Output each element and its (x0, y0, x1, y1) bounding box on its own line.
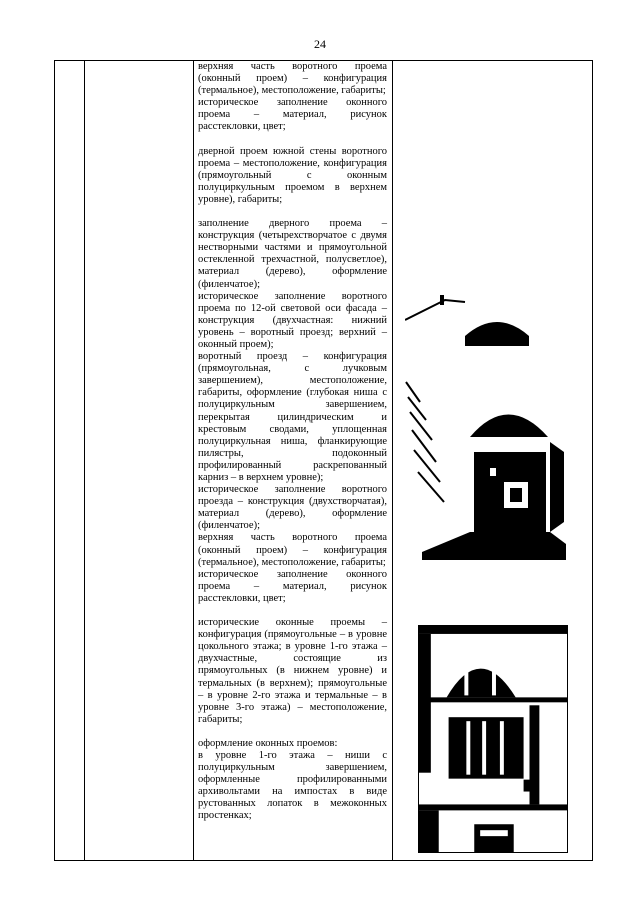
paragraph: в уровне 1-го этажа – ниши с полуциркульным завершением, оформленные профилированными архивольтами на импостах в виде рустованных лопаток в межоконных простенках; (198, 749, 387, 822)
table-left-border (54, 60, 55, 861)
text-block-5 (198, 738, 387, 823)
text-block-1 (198, 61, 387, 134)
facade-photo-arch-top (405, 290, 555, 346)
paragraph: дверной проем южной стены воротного проема – местоположение, конфигурация (прямоугольный с оконным полуциркульным проемом в верхнем уровне), габариты; (198, 145, 387, 205)
paragraph: верхняя часть воротного проема (оконный проем) – конфигурация (термальное), местоположение, габариты; (198, 61, 387, 97)
paragraph: оформление оконных проемов: (198, 737, 338, 749)
paragraph: воротный проезд – конфигурация (прямоугольная, с лучковым завершением), местоположение, габариты, оформление (глубокая ниша с полуциркульным завершением, перекрытая цилиндрическим и крестовым сводами, уплощенная полуциркульная ниша, фланкирующие пилястры, подоконный профилированный раскрепованный карниз – в верхнем уровне); (198, 351, 387, 483)
table-right-border (592, 60, 593, 861)
table-column-divider-3 (392, 60, 393, 861)
table-column-divider-1 (84, 60, 85, 861)
paragraph: заполнение дверного проема – конструкция (четырехстворчатое с двумя нестворными частями и прямоугольной остекленной трехчастной, полусветлое), материал (дерево), оформление (филенчатое); (198, 218, 387, 290)
paragraph: верхняя часть воротного проема (оконный проем) – конфигурация (термальное), местоположение, габариты; (198, 532, 387, 568)
paragraph: историческое заполнение воротного проезда – конструкция (двухстворчатая), материал (дерево), оформление (филенчатое); (198, 484, 387, 532)
facade-photo-windows (418, 625, 568, 853)
facade-photo-gate-niche (400, 372, 568, 560)
table-bottom-border (54, 860, 593, 861)
paragraph: историческое заполнение оконного проема – материал, рисунок расстекловки, цвет; (198, 568, 387, 604)
paragraph: историческое заполнение воротного проема по 12-ой световой оси фасада – конструкция (двухчастная: нижний уровень – воротный проезд; верхний – оконный проем); (198, 290, 387, 350)
table-column-divider-2 (193, 60, 194, 861)
paragraph: исторические оконные проемы – конфигурация (прямоугольные – в уровне цокольного этажа; в уровне 1-го этажа – двухчастные, состоящие из прямоугольных (в нижнем уровне) и термальных (в верхнем); прямоугольные – в уровне 2-го этажа и термальные – в уровне 3-го этажа) – местоположение, габариты; (198, 617, 387, 725)
text-block-4 (198, 617, 387, 726)
text-block-3 (198, 218, 387, 605)
paragraph: историческое заполнение оконного проема – материал, рисунок расстекловки, цвет; (198, 97, 387, 133)
description-column (198, 61, 387, 823)
text-block-2 (198, 146, 387, 206)
page-number: 24 (314, 37, 326, 51)
